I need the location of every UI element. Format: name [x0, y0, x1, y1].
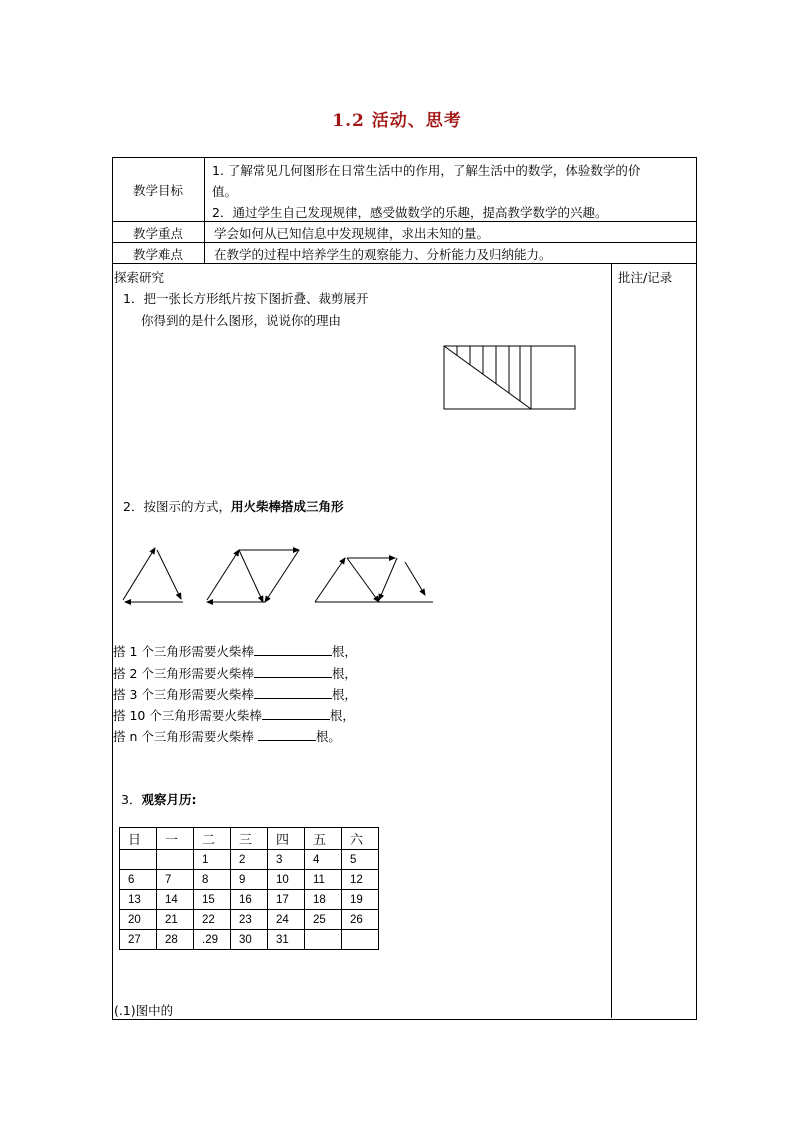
question-3-prefix: 3．: [121, 792, 142, 807]
answer-blank[interactable]: [262, 707, 330, 720]
row-divider: [112, 242, 696, 243]
fill-line-text: 搭 10 个三角形需要火柴棒: [113, 708, 262, 723]
row-divider: [112, 221, 696, 222]
calendar-week-row: [120, 850, 379, 870]
calendar-day: [157, 850, 194, 870]
answer-blank[interactable]: [254, 643, 332, 656]
calendar-day: 2: [231, 850, 268, 870]
fill-line-unit: 根，: [331, 666, 357, 681]
calendar-day: 19: [342, 890, 379, 910]
calendar-day: 6: [120, 870, 157, 890]
calendar-day: 12: [342, 870, 379, 890]
calendar-day: 23: [231, 910, 268, 930]
fill-line-4: [113, 706, 355, 724]
calendar-day: 27: [120, 930, 157, 950]
question-1-line-1: 1．把一张长方形纸片按下图折叠、裁剪展开: [123, 291, 369, 306]
folded-paper-figure: [443, 345, 577, 411]
calendar-day: 15: [194, 890, 231, 910]
calendar-day: 9: [231, 870, 268, 890]
calendar-day: 13: [120, 890, 157, 910]
section-heading: 探索研究: [114, 270, 165, 285]
calendar-header-row: [120, 828, 379, 850]
calendar-day: [342, 930, 379, 950]
calendar-day: 7: [157, 870, 194, 890]
label-column-divider: [204, 157, 205, 263]
answer-blank[interactable]: [254, 665, 332, 678]
calendar-day: 31: [268, 930, 305, 950]
calendar-week-row: [120, 870, 379, 890]
calendar-week-row: [120, 930, 379, 950]
weekday-header: 五: [305, 828, 342, 850]
calendar-day: [305, 930, 342, 950]
difficulty-text: 在教学的过程中培养学生的观察能力、分析能力及归纳能力。: [214, 247, 552, 262]
goal-label: 教学目标: [132, 183, 183, 198]
question-2: [123, 497, 343, 515]
fill-line-5: [113, 727, 341, 745]
fill-line-unit: 根，: [331, 644, 357, 659]
fill-line-text: 搭 n 个三角形需要火柴棒: [113, 729, 258, 744]
focus-label: 教学重点: [132, 226, 183, 241]
matchstick-triangles-figure: [115, 540, 440, 610]
calendar-table: [119, 827, 379, 950]
goal-line-1b: 值。: [212, 184, 238, 199]
weekday-header: 六: [342, 828, 379, 850]
calendar-day: 17: [268, 890, 305, 910]
calendar-week-row: [120, 910, 379, 930]
answer-blank[interactable]: [254, 686, 332, 699]
goal-line-1: 1. 了解常见几何图形在日常生活中的作用，了解生活中的数学，体验数学的价: [212, 163, 641, 178]
fill-line-1: [113, 642, 357, 660]
fill-line-3: [113, 685, 357, 703]
fill-line-2: [113, 664, 357, 682]
question-3-bold: 观察月历:: [141, 792, 197, 807]
calendar-week-row: [120, 890, 379, 910]
notes-column-divider: [611, 263, 612, 1018]
calendar-day: 28: [157, 930, 194, 950]
question-1-line-2: 你得到的是什么图形，说说你的理由: [141, 313, 342, 328]
calendar-day: 21: [157, 910, 194, 930]
row-divider: [112, 263, 696, 264]
fill-line-unit: 根。: [315, 729, 341, 744]
calendar-day: 16: [231, 890, 268, 910]
calendar-day: 24: [268, 910, 305, 930]
question-3: [121, 790, 196, 808]
weekday-header: 日: [120, 828, 157, 850]
fill-line-text: 搭 1 个三角形需要火柴棒: [113, 644, 254, 659]
weekday-header: 四: [268, 828, 305, 850]
calendar-day: [120, 850, 157, 870]
calendar-day: 10: [268, 870, 305, 890]
goal-line-2: 2．通过学生自己发现规律，感受做数学的乐趣，提高教学数学的兴趣。: [212, 205, 608, 220]
difficulty-label: 教学难点: [132, 247, 183, 262]
calendar-day: 3: [268, 850, 305, 870]
calendar-day: 30: [231, 930, 268, 950]
fill-line-unit: 根，: [329, 708, 355, 723]
focus-text: 学会如何从已知信息中发现规律，求出未知的量。: [214, 226, 490, 241]
calendar-day: 4: [305, 850, 342, 870]
answer-blank[interactable]: [258, 728, 316, 741]
weekday-header: 二: [194, 828, 231, 850]
question-3-subpart-1: (.1)图中的: [114, 1003, 174, 1018]
question-2-prefix: 2．按图示的方式，: [123, 499, 231, 514]
calendar-day: 11: [305, 870, 342, 890]
calendar-day: 22: [194, 910, 231, 930]
fill-line-text: 搭 3 个三角形需要火柴棒: [113, 687, 254, 702]
fill-line-unit: 根，: [331, 687, 357, 702]
calendar-day: .29: [194, 930, 231, 950]
calendar-day: 20: [120, 910, 157, 930]
calendar-day: 14: [157, 890, 194, 910]
calendar-day: 26: [342, 910, 379, 930]
calendar-day: 5: [342, 850, 379, 870]
question-2-bold: 用火柴棒搭成三角形: [230, 499, 344, 514]
notes-label: 批注/记录: [618, 270, 673, 285]
page-title: 1.2 活动、思考: [332, 111, 462, 131]
calendar-day: 25: [305, 910, 342, 930]
weekday-header: 一: [157, 828, 194, 850]
weekday-header: 三: [231, 828, 268, 850]
calendar-day: 1: [194, 850, 231, 870]
calendar-day: 8: [194, 870, 231, 890]
fill-line-text: 搭 2 个三角形需要火柴棒: [113, 666, 254, 681]
calendar-day: 18: [305, 890, 342, 910]
